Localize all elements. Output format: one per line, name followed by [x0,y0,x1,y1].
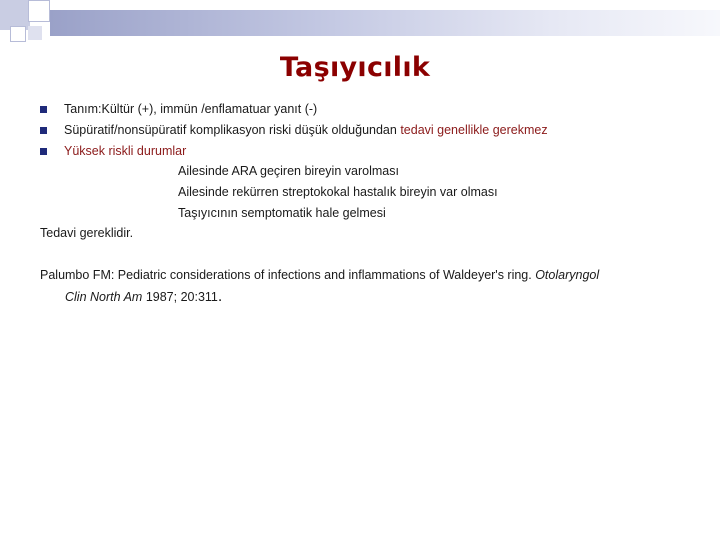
bullet-text: Süpüratif/nonsüpüratif komplikasyon riski düşük olduğundan [64,123,401,137]
reference-text: Palumbo FM: Pediatric considerations of infections and inflammations of Waldeyer's ring. [40,268,536,282]
reference-journal-cont: Clin North Am [65,290,143,304]
reference-period: . [217,288,223,305]
square-bullet-icon [40,148,47,155]
sub-item: Taşıyıcının semptomatik hale gelmesi [178,206,386,220]
decoration-square [28,26,42,40]
bullet-highlight: Yüksek riskli durumlar [64,144,187,158]
reference-journal: Otolaryngol [535,268,600,282]
list-item [40,100,700,121]
sub-item: Ailesinde rekürren streptokokal hastalık bireyin var olması [178,185,498,199]
bullet-highlight: tedavi genellikle gerekmez [400,123,548,137]
conclusion-text: Tedavi gereklidir. [40,226,134,240]
square-bullet-icon [40,106,47,113]
decoration-square-outline [10,26,26,42]
slide-title: Taşıyıcılık [279,52,431,83]
bullet-list [40,100,700,163]
list-item [40,121,700,142]
reference-citation: 1987; 20:311 [142,290,218,304]
sub-item: Ailesinde ARA geçiren bireyin varolması [178,164,399,178]
list-item [40,142,700,163]
header-gradient-band [50,10,720,36]
reference [40,265,710,308]
decoration-square-outline [28,0,50,22]
bullet-text: Tanım:Kültür (+), immün /enflamatuar yanıt (-) [64,102,318,116]
square-bullet-icon [40,127,47,134]
